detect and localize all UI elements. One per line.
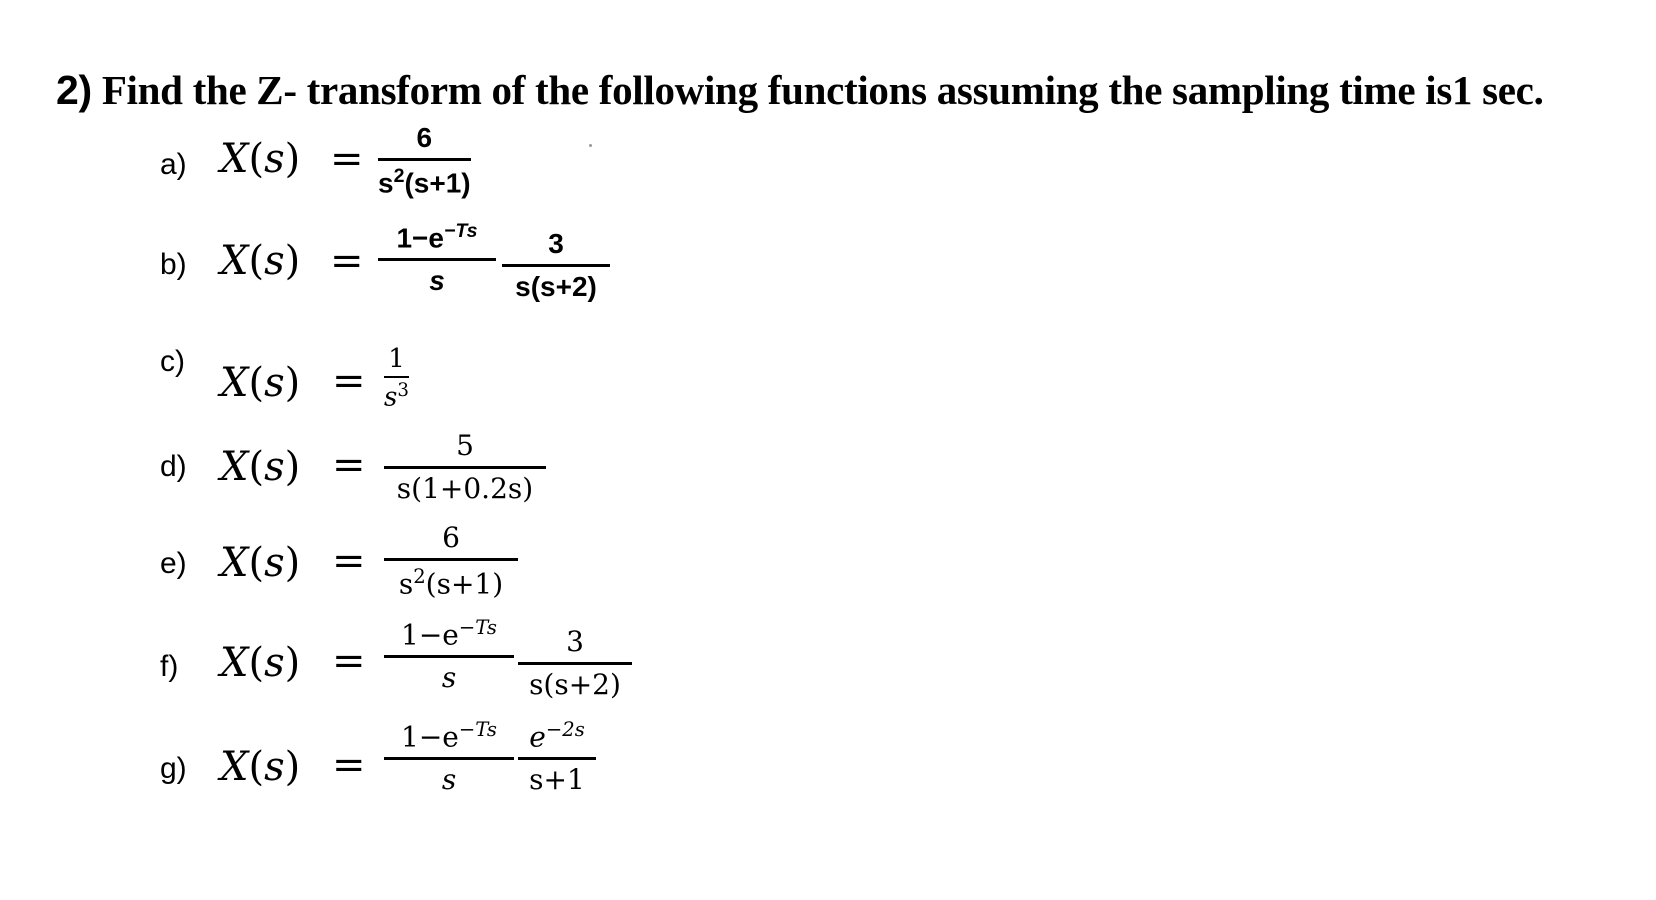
denominator: s(s+2) — [515, 271, 597, 302]
fraction-bar — [378, 258, 496, 261]
item-f-fraction-2 — [518, 625, 632, 701]
item-c-equals: = — [332, 358, 366, 404]
item-e-lhs: X(s) — [220, 540, 301, 586]
numerator: 6 — [442, 521, 460, 554]
denominator: $s^3$ — [384, 380, 409, 413]
numerator: 6 — [416, 122, 433, 153]
item-a-fraction — [378, 124, 471, 197]
denominator: s(s+2) — [529, 668, 621, 701]
denominator: s — [429, 265, 445, 297]
item-f-fraction-1 — [384, 616, 514, 695]
item-b-lhs: X(s) — [220, 238, 301, 284]
numerator: $1-e^{-Ts}$ — [401, 718, 497, 754]
fraction-bar — [384, 376, 409, 378]
item-c-label: c) — [160, 345, 185, 378]
numerator: 1 — [388, 344, 405, 374]
item-e-equals: = — [332, 538, 366, 584]
item-a-equals: = — [330, 136, 364, 182]
item-g-label: g) — [160, 752, 187, 785]
item-g-fraction-1 — [384, 718, 514, 797]
item-b-fraction-1 — [378, 222, 496, 295]
fraction-bar — [384, 757, 514, 760]
problem-heading — [56, 66, 1544, 114]
denominator: $s^2(s+1)$ — [398, 565, 504, 601]
numerator: 3 — [548, 228, 564, 259]
fraction-bar — [384, 466, 546, 469]
item-f-lhs: X(s) — [220, 640, 301, 686]
fraction-bar — [384, 558, 518, 561]
item-a-lhs: X(s) — [220, 136, 301, 182]
item-c-fraction — [384, 346, 409, 411]
numerator: 3 — [566, 625, 584, 658]
fraction-bar — [518, 662, 632, 665]
numerator: $e^{-2s}$ — [529, 718, 585, 754]
denominator: s — [441, 763, 457, 797]
denominator: s(1+0.2s) — [396, 472, 534, 505]
item-f-label: f) — [160, 650, 179, 683]
item-b-equals: = — [330, 238, 364, 284]
numerator: $1-e^{-Ts}$ — [401, 616, 497, 652]
item-d-fraction — [384, 429, 546, 505]
stray-mark — [589, 144, 592, 147]
item-d-label: d) — [160, 450, 187, 483]
fraction-bar — [378, 158, 471, 161]
item-g-equals: = — [332, 742, 366, 788]
item-d-lhs: X(s) — [220, 444, 301, 490]
item-g-fraction-2 — [518, 718, 596, 797]
numerator: $1-e^{-Ts}$ — [396, 220, 478, 254]
denominator: s+1 — [529, 763, 585, 797]
fraction-bar — [502, 264, 610, 267]
problem-text: Find the Z- transform of the following functions assuming the sampling time is1 sec. — [101, 67, 1544, 113]
item-b-fraction-2 — [502, 230, 610, 301]
item-a-label: a) — [160, 148, 187, 181]
fraction-bar — [518, 757, 596, 760]
denominator: s — [441, 661, 457, 695]
problem-number: 2) — [56, 67, 92, 113]
fraction-bar — [384, 655, 514, 658]
item-f-equals: = — [332, 638, 366, 684]
item-g-lhs: X(s) — [220, 744, 301, 790]
numerator: 5 — [456, 429, 474, 462]
item-e-fraction — [384, 521, 518, 601]
item-c-lhs: X(s) — [220, 360, 301, 406]
item-b-label: b) — [160, 248, 187, 281]
item-e-label: e) — [160, 547, 187, 580]
item-d-equals: = — [332, 442, 366, 488]
denominator: $s^2(s+1)$ — [378, 165, 471, 199]
